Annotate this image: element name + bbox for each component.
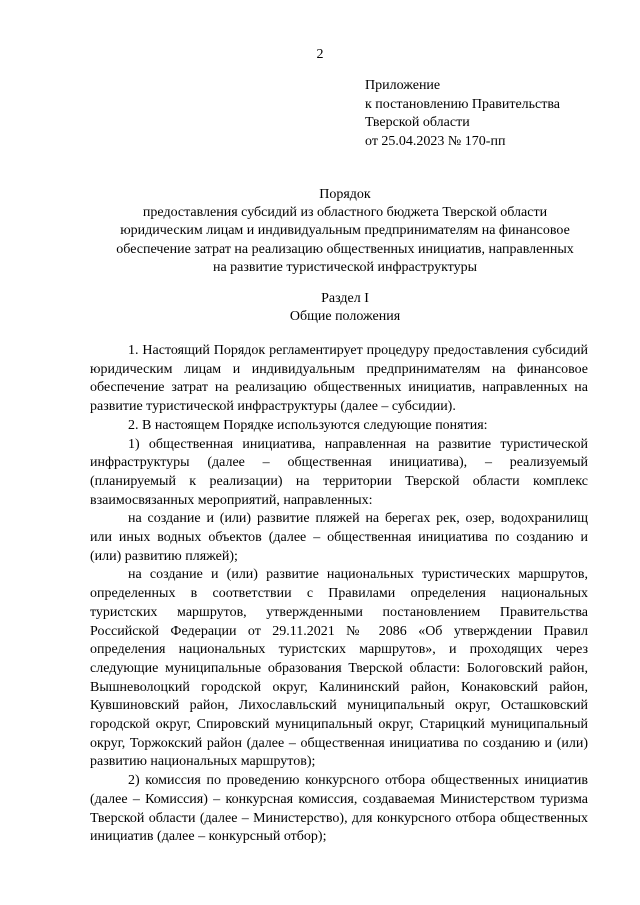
appendix-line: Приложение bbox=[365, 78, 441, 93]
section-heading bbox=[90, 290, 600, 326]
section-name: Общие положения bbox=[289, 309, 401, 325]
appendix-date-line: от 25.04.2023 № 170-пп bbox=[365, 133, 506, 149]
title-line: предоставления субсидий из областного бюджета Тверской области bbox=[142, 205, 548, 221]
title-line: юридическим лицам и индивидуальным предпринимателям на финансовое bbox=[120, 223, 570, 239]
section-number: Раздел I bbox=[321, 291, 369, 306]
document-body bbox=[90, 342, 588, 847]
title-word: Порядок bbox=[319, 187, 371, 202]
paragraph: 2) комиссия по проведению конкурсного отбора общественных инициатив (далее – Комиссия) – конкурсная комиссия, создаваемая Министерством туризма Тверской области (далее – Министерство), для конкурсного отбора общественных инициатив (далее – конкурсный отбор); bbox=[90, 773, 588, 845]
title-line: обеспечение затрат на реализацию общественных инициатив, направленных bbox=[116, 241, 574, 257]
paragraph: на создание и (или) развитие национальных туристических маршрутов, определенных в соответствии с Правилами определения национальных туристских маршрутов, утвержденными постановлением Правительства Российской Федерации от 29.11.2021 № 2086 «Об утверждении Правил определения национальных туристских маршрутов», и проходящих через следующие муниципальные образования Тверской области: Бологовский район, Вышневолоцкий городской округ, Калининский район, Конаковский район, Кувшиновский район, Лихославльский муниципальный округ, Осташковский городской округ, Спировский муниципальный округ, Старицкий муниципальный округ, Торжокский район (далее – общественная инициатива по созданию и (или) развитию национальных маршрутов); bbox=[90, 567, 588, 770]
page-number: 2 bbox=[316, 47, 324, 62]
appendix-line: к постановлению Правительства bbox=[365, 96, 561, 112]
appendix-block bbox=[365, 77, 560, 151]
document-title bbox=[90, 186, 600, 277]
title-line: на развитие туристической инфраструктуры bbox=[212, 259, 478, 275]
paragraph: 1) общественная инициатива, направленная на развитие туристической инфраструктуры (далее – общественная инициатива), – реализуемый (планируемый к реализации) на территории Тверской области комплекс взаимосвязанных мероприятий, направленных: bbox=[90, 436, 588, 508]
paragraph: 1. Настоящий Порядок регламентирует процедуру предоставления субсидий юридическим лицам и индивидуальным предпринимателям на финансовое обеспечение затрат на реализацию общественных инициатив, направленных на развитие туристической инфраструктуры (далее – субсидии). bbox=[90, 343, 588, 415]
paragraph: на создание и (или) развитие пляжей на берегах рек, озер, водохранилищ или иных водных объектов (далее – общественная инициатива по созданию и (или) развитию пляжей); bbox=[90, 511, 588, 564]
appendix-line: Тверской области bbox=[365, 115, 470, 130]
paragraph: 2. В настоящем Порядке используются следующие понятия: bbox=[128, 417, 488, 433]
